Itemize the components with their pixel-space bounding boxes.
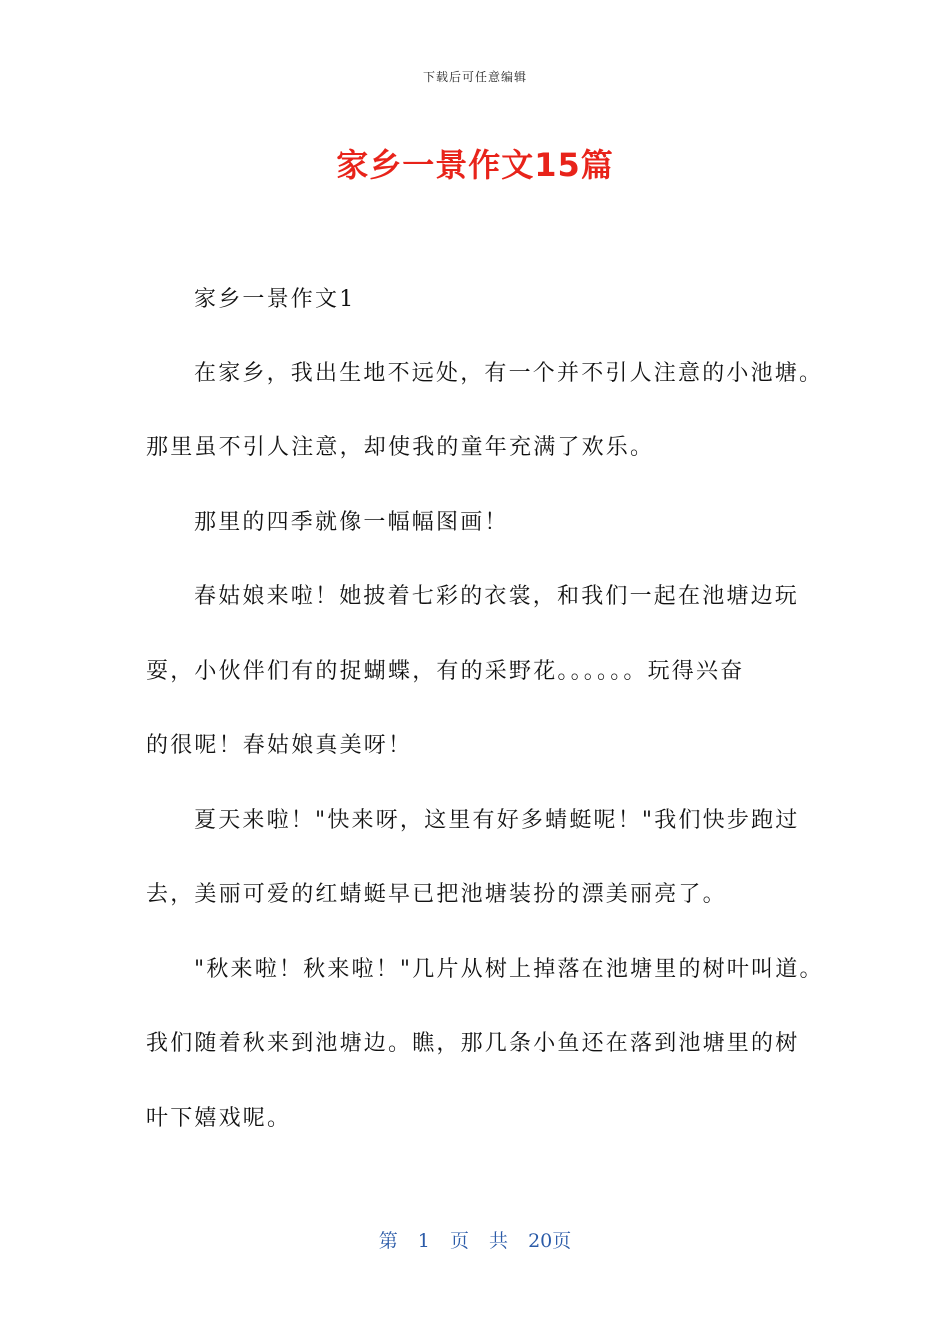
paragraph-line: 在家乡，我出生地不远处，有一个并不引人注意的小池塘。: [194, 361, 824, 386]
paragraph-line: 我们随着秋来到池塘边。瞧，那几条小鱼还在落到池塘里的树: [146, 1031, 800, 1056]
footer-label-ye: 页: [449, 1230, 469, 1252]
page-number: 1: [417, 1230, 430, 1252]
paragraph-line: 叶下嬉戏呢。: [146, 1106, 292, 1131]
footer-label-di: 第: [378, 1230, 398, 1252]
paragraph-line: "秋来啦！秋来啦！"几片从树上掉落在池塘里的树叶叫道。: [194, 957, 824, 982]
paragraph-line: 那里的四季就像一幅幅图画！: [194, 510, 509, 535]
paragraph-line: 去，美丽可爱的红蜻蜓早已把池塘装扮的漂美丽亮了。: [146, 882, 727, 907]
footer-label-gong: 共: [489, 1230, 509, 1252]
paragraph-line: 夏天来啦！"快来呀，这里有好多蜻蜓呢！"我们快步跑过: [194, 808, 800, 833]
page-footer: [0, 1226, 950, 1253]
paragraph-line: 那里虽不引人注意，却使我的童年充满了欢乐。: [146, 435, 655, 460]
paragraph-line: 耍，小伙伴们有的捉蝴蝶，有的采野花。。。。。。玩得兴奋: [146, 659, 745, 684]
paragraph-line: 春姑娘来啦！她披着七彩的衣裳，和我们一起在池塘边玩: [194, 584, 800, 609]
total-pages: 20页: [528, 1230, 572, 1252]
paragraph-line: 的很呢！春姑娘真美呀！: [146, 733, 413, 758]
section-heading: 家乡一景作文1: [194, 287, 356, 312]
header-note: 下载后可任意编辑: [422, 70, 527, 84]
document-title: 家乡一景作文15篇: [336, 146, 614, 184]
